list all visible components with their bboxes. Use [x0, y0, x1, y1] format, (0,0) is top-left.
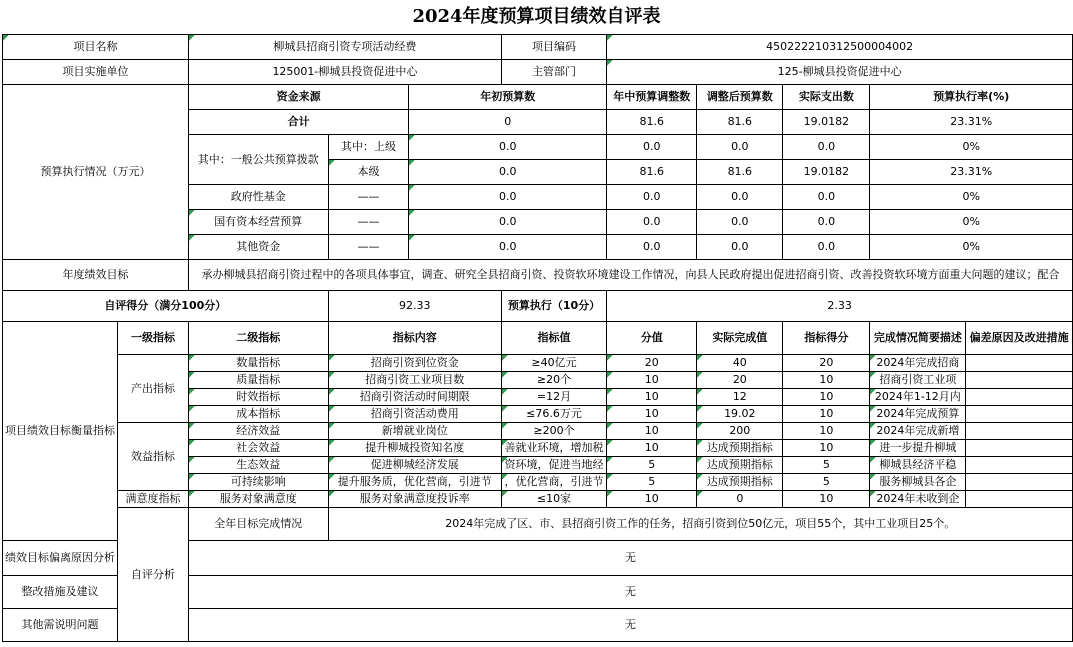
budget-col-source: 资金来源: [189, 85, 409, 110]
fund-initial: 0.0: [409, 185, 607, 210]
benefit-indicator-label: 效益指标: [118, 423, 189, 491]
capital-dash: ——: [328, 210, 409, 235]
self-eval-item-label: 其他需说明问题: [3, 609, 118, 642]
ind-second: 数量指标: [189, 355, 329, 372]
ind-score: 10: [607, 372, 697, 389]
upper-label: 其中：上级: [328, 135, 409, 160]
total-label: 合计: [189, 110, 409, 135]
evaluation-table: [2, 34, 1073, 642]
ind-score: 10: [607, 406, 697, 423]
ind-actual: 达成预期指标: [697, 440, 783, 457]
ind-desc: 2024年1-12月内: [870, 389, 966, 406]
exec-score-value: 2.33: [607, 291, 1073, 322]
exec-score-label: 预算执行（10分）: [501, 291, 606, 322]
ind-actual: 20: [697, 372, 783, 389]
ind-col-dev: 偏差原因及改进措施: [966, 322, 1073, 355]
ind-score: 5: [607, 457, 697, 474]
upper-adjusted: 0.0: [697, 135, 783, 160]
ind-dev: [966, 355, 1073, 372]
ind-actual: 达成预期指标: [697, 457, 783, 474]
ind-value: ≤76.6万元: [501, 406, 606, 423]
upper-actual: 0.0: [783, 135, 870, 160]
self-eval-item-text: 无: [189, 541, 1073, 576]
score-value: 92.33: [328, 291, 501, 322]
ind-col-first: 一级指标: [118, 322, 189, 355]
fund-dash: ——: [328, 185, 409, 210]
self-eval-item-text: 无: [189, 576, 1073, 609]
other-actual: 0.0: [783, 235, 870, 260]
other-initial: 0.0: [409, 235, 607, 260]
ind-second: 成本指标: [189, 406, 329, 423]
satisfaction-desc: 2024年未收到企: [870, 491, 966, 508]
ind-desc: 2024年完成预算: [870, 406, 966, 423]
other-dash: ——: [328, 235, 409, 260]
local-adjusted: 81.6: [697, 160, 783, 185]
ind-got: 20: [783, 355, 870, 372]
ind-col-desc: 完成情况简要描述: [870, 322, 966, 355]
project-name-label: 项目名称: [3, 35, 189, 60]
fund-rate: 0%: [870, 185, 1073, 210]
ind-score: 20: [607, 355, 697, 372]
upper-initial: 0.0: [409, 135, 607, 160]
ind-actual: 12: [697, 389, 783, 406]
satisfaction-dev: [966, 491, 1073, 508]
project-code-value: 450222210312500004002: [607, 35, 1073, 60]
budget-col-actual: 实际支出数: [783, 85, 870, 110]
ind-second: 时效指标: [189, 389, 329, 406]
ind-second: 经济效益: [189, 423, 329, 440]
info-row-2: [3, 60, 1073, 85]
other-label: 其他资金: [189, 235, 329, 260]
ind-value: =12月: [501, 389, 606, 406]
budget-col-initial: 年初预算数: [409, 85, 607, 110]
other-rate: 0%: [870, 235, 1073, 260]
self-eval-item-label: 整改措施及建议: [3, 576, 118, 609]
total-adjust: 81.6: [607, 110, 697, 135]
capital-adjust: 0.0: [607, 210, 697, 235]
capital-initial: 0.0: [409, 210, 607, 235]
self-eval-label: 自评分析: [118, 508, 189, 642]
satisfaction-value: ≤10家: [501, 491, 606, 508]
ind-second: 生态效益: [189, 457, 329, 474]
annual-goal-row: [3, 260, 1073, 291]
self-eval-item-label: 绩效目标偏离原因分析: [3, 541, 118, 576]
budget-col-rate: 预算执行率(%): [870, 85, 1073, 110]
self-eval-item-text: 2024年完成了区、市、县招商引资工作的任务，招商引资到位50亿元，项目55个，其中工业项目25个。: [328, 508, 1072, 541]
ind-desc: 2024年完成新增: [870, 423, 966, 440]
ind-got: 5: [783, 474, 870, 491]
project-code-label: 项目编码: [501, 35, 606, 60]
indicator-row: [3, 355, 1073, 372]
indicator-header-row: [3, 322, 1073, 355]
ind-score: 10: [607, 423, 697, 440]
ind-value: ≥20个: [501, 372, 606, 389]
fund-actual: 0.0: [783, 185, 870, 210]
dept-value: 125-柳城县投资促进中心: [607, 60, 1073, 85]
ind-col-score: 分值: [607, 322, 697, 355]
ind-content: 招商引资到位资金: [328, 355, 501, 372]
ind-got: 10: [783, 372, 870, 389]
satisfaction-second: 服务对象满意度: [189, 491, 329, 508]
sheet-title: 2024年度预算项目绩效自评表: [412, 6, 661, 27]
ind-col-second: 二级指标: [189, 322, 329, 355]
total-adjusted: 81.6: [697, 110, 783, 135]
upper-adjust: 0.0: [607, 135, 697, 160]
satisfaction-first: 满意度指标: [118, 491, 189, 508]
ind-desc: 2024年完成招商: [870, 355, 966, 372]
score-row: [3, 291, 1073, 322]
upper-rate: 0%: [870, 135, 1073, 160]
ind-value: 善就业环境，增加税: [501, 440, 606, 457]
local-adjust: 81.6: [607, 160, 697, 185]
ind-desc: 柳城县经济平稳: [870, 457, 966, 474]
ind-got: 5: [783, 457, 870, 474]
ind-content: 招商引资工业项目数: [328, 372, 501, 389]
satisfaction-score: 10: [607, 491, 697, 508]
ind-value: ≥200个: [501, 423, 606, 440]
ind-dev: [966, 423, 1073, 440]
ind-actual: 19.02: [697, 406, 783, 423]
fund-adjust: 0.0: [607, 185, 697, 210]
ind-dev: [966, 406, 1073, 423]
local-rate: 23.31%: [870, 160, 1073, 185]
general-budget-label: 其中：一般公共预算拨款: [189, 135, 329, 185]
ind-desc: 进一步提升柳城: [870, 440, 966, 457]
ind-actual: 达成预期指标: [697, 474, 783, 491]
ind-content: 新增就业岗位: [328, 423, 501, 440]
local-initial: 0.0: [409, 160, 607, 185]
ind-got: 10: [783, 423, 870, 440]
ind-content: 招商引资活动费用: [328, 406, 501, 423]
ind-dev: [966, 389, 1073, 406]
ind-second: 社会效益: [189, 440, 329, 457]
other-adjusted: 0.0: [697, 235, 783, 260]
capital-adjusted: 0.0: [697, 210, 783, 235]
total-actual: 19.0182: [783, 110, 870, 135]
impl-unit-label: 项目实施单位: [3, 60, 189, 85]
budget-section-label: 预算执行情况（万元）: [3, 85, 189, 260]
ind-dev: [966, 457, 1073, 474]
ind-content: 提升服务质，优化营商，引进节: [328, 474, 501, 491]
ind-content: 促进柳城经济发展: [328, 457, 501, 474]
ind-content: 提升柳城投资知名度: [328, 440, 501, 457]
ind-score: 10: [607, 389, 697, 406]
ind-col-content: 指标内容: [328, 322, 501, 355]
other-adjust: 0.0: [607, 235, 697, 260]
project-name-value: 柳城县招商引资专项活动经费: [189, 35, 502, 60]
budget-header-row: [3, 85, 1073, 110]
ind-second: 可持续影响: [189, 474, 329, 491]
ind-desc: 服务柳城县各企: [870, 474, 966, 491]
self-eval-row: [3, 508, 1073, 541]
budget-col-adjust: 年中预算调整数: [607, 85, 697, 110]
annual-goal-label: 年度绩效目标: [3, 260, 189, 291]
indicator-row: [3, 423, 1073, 440]
ind-desc: 招商引资工业项: [870, 372, 966, 389]
ind-actual: 40: [697, 355, 783, 372]
ind-col-value: 指标值: [501, 322, 606, 355]
self-eval-item-label: 全年目标完成情况: [189, 508, 329, 541]
ind-dev: [966, 474, 1073, 491]
local-label: 本级: [328, 160, 409, 185]
ind-dev: [966, 440, 1073, 457]
fund-label: 政府性基金: [189, 185, 329, 210]
ind-got: 10: [783, 406, 870, 423]
fund-adjusted: 0.0: [697, 185, 783, 210]
output-indicator-label: 产出指标: [118, 355, 189, 423]
ind-value: ≥40亿元: [501, 355, 606, 372]
total-initial: 0: [409, 110, 607, 135]
total-rate: 23.31%: [870, 110, 1073, 135]
ind-content: 招商引资活动时间期限: [328, 389, 501, 406]
capital-actual: 0.0: [783, 210, 870, 235]
annual-goal-text: 承办柳城县招商引资过程中的各项具体事宜，调查、研究全县招商引资、投资软环境建设工作情况，向县人民政府提出促进招商引资、改善投资软环境方面重大问题的建议；配合: [189, 260, 1073, 291]
ind-second: 质量指标: [189, 372, 329, 389]
ind-got: 10: [783, 389, 870, 406]
dept-label: 主管部门: [501, 60, 606, 85]
ind-actual: 200: [697, 423, 783, 440]
ind-value: 资环境，促进当地经: [501, 457, 606, 474]
satisfaction-row: [3, 491, 1073, 508]
capital-label: 国有资本经营预算: [189, 210, 329, 235]
ind-score: 10: [607, 440, 697, 457]
self-eval-item-text: 无: [189, 609, 1073, 642]
impl-unit-value: 125001-柳城县投资促进中心: [189, 60, 502, 85]
local-actual: 19.0182: [783, 160, 870, 185]
score-label: 自评得分（满分100分）: [3, 291, 329, 322]
capital-rate: 0%: [870, 210, 1073, 235]
info-row-1: [3, 35, 1073, 60]
ind-value: ，优化营商，引进节: [501, 474, 606, 491]
satisfaction-got: 10: [783, 491, 870, 508]
ind-got: 10: [783, 440, 870, 457]
satisfaction-actual: 0: [697, 491, 783, 508]
indicator-section-label: 项目绩效目标衡量指标: [3, 322, 118, 541]
ind-col-actual: 实际完成值: [697, 322, 783, 355]
satisfaction-content: 服务对象满意度投诉率: [328, 491, 501, 508]
ind-score: 5: [607, 474, 697, 491]
ind-dev: [966, 372, 1073, 389]
budget-col-adjusted: 调整后预算数: [697, 85, 783, 110]
ind-col-got: 指标得分: [783, 322, 870, 355]
